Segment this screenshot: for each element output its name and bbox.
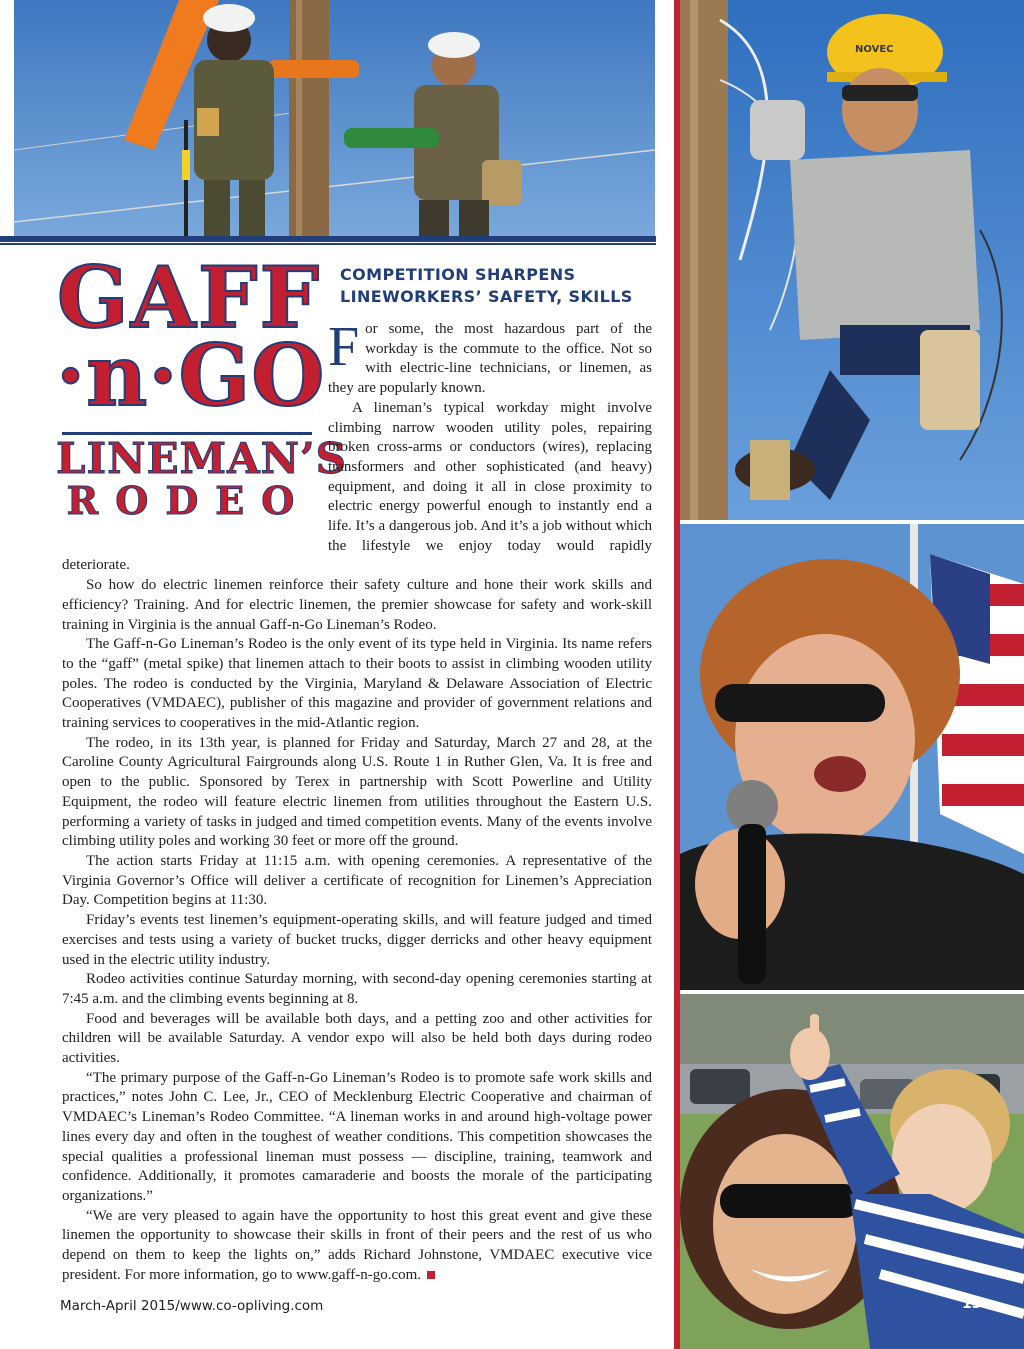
helmet-label: NOVEC	[855, 44, 894, 55]
paragraph: The rodeo, in its 13th year, is planned for Friday and Saturday, March 27 and 28, at the Caroline County Agricultural Fairgrounds along U.S. Route 1 in Ruther Glen, Va. It is free and open to the public. Sponsored by Terex in partnership with Scott Powerline and Utility Equipment, the rodeo will feature electric linemen from utilities throughout the Eastern U.S. performing a variety of tasks in judged and timed competition events. Many of the events involve climbing utility poles and working 30 feet or more off the ground.	[62, 734, 652, 850]
logo-n-go: ·n·GO	[56, 326, 326, 425]
paragraph: “The primary purpose of the Gaff-n-Go Lineman’s Rodeo is to promote safe work skills and practices,” notes John C. Lee, Jr., CEO of Mecklenburg Electric Cooperative and chairman of VMDAEC’s Lineman’s Rodeo Committee. “A lineman works in and around high-voltage power lines every day and often in the toughest of weather conditions. This competition showcases the special qualities a professional lineman must possess — discipline, training, teamwork and confidence. Additionally, it promotes camaraderie and boosts the morale of the participating organizations.”	[62, 1069, 652, 1204]
article-body	[62, 316, 652, 1285]
paragraph: Food and beverages will be available both days, and a petting zoo and other activities for children will be available Saturday. A vendor expo will also be held both days during rodeo activities.	[62, 1010, 652, 1067]
top-rule	[0, 236, 656, 242]
paragraph: The action starts Friday at 11:15 a.m. with opening ceremonies. A representative of the Virginia Governor’s Office will deliver a certificate of recognition for Linemen’s Appreciation Day. Competition begins at 11:30.	[62, 852, 652, 909]
paragraph-last: “We are very pleased to again have the opportunity to host this great event and give these linemen the opportunity to showcase their skills in front of their peers and the rest of us who depend on them to keep the lights on,” adds Richard Johnstone, VMDAEC executive vice president. For more information, go to www.gaff-n-go.com.	[62, 1207, 652, 1283]
paragraph: So how do electric linemen reinforce their safety culture and hone their work skills and efficiency? Training. And for electric linemen, the premier showcase for safety and work-skill training in Virginia is the annual Gaff-n-Go Lineman’s Rodeo.	[62, 577, 652, 633]
top-rule-thin	[0, 243, 656, 245]
drop-cap: F	[328, 316, 360, 378]
page-number: 13	[962, 1296, 982, 1312]
article-headline	[340, 264, 660, 308]
paragraph: For some, the most hazardous part of the workday is the commute to the office. Not so with electric-line technicians, or linemen, as they are popularly known.	[328, 316, 652, 397]
logo-spacer	[62, 320, 328, 541]
photo-lineman-on-pole	[680, 0, 1024, 520]
photo-woman-microphone	[680, 524, 1024, 990]
paragraph: Rodeo activities continue Saturday morning, with second-day opening ceremonies starting at 7:45 a.m. and the climbing events beginning at 8.	[62, 971, 652, 1007]
headline-line-1: COMPETITION SHARPENS	[340, 265, 576, 284]
logo-linemans: LINEMAN’S	[56, 434, 348, 483]
end-mark-icon	[427, 1271, 435, 1279]
logo-rodeo: RODEO	[66, 478, 312, 523]
photo-linemen-climbing	[14, 0, 655, 236]
paragraph: Friday’s events test linemen’s equipment-operating skills, and will feature judged and timed exercises and tests using a variety of bucket trucks, digger derricks and other heavy equipment used in the electric utility industry.	[62, 912, 652, 968]
footer-text: March-April 2015/www.co-opliving.com	[60, 1298, 324, 1314]
logo-gaff: GAFF	[56, 248, 322, 347]
headline-line-2: LINEWORKERS’ SAFETY, SKILLS	[340, 287, 633, 306]
paragraph: A lineman’s typical workday might involve climbing narrow wooden utility poles, repairing broken cross-arms or conductors (wires), replacing transformers and other sophisticated (and heavy) equipment, and doing it all in close proximity to electric energy powerful enough to instantly end a life. It’s a dangerous job. And it’s a job without which the lifestyle we enjoy today would rapidly deteriorate.	[62, 399, 652, 574]
paragraph: The Gaff-n-Go Lineman’s Rodeo is the only event of its type held in Virginia. Its name refers to the “gaff” (metal spike) that linemen attach to their boots to assist in climbing wooden utility poles. The rodeo is conducted by the Virginia, Maryland & Delaware Association of Electric Cooperatives (VMDAEC), publisher of this magazine and provider of government relations and training services to cooperatives in the mid-Atlantic region.	[62, 636, 652, 732]
